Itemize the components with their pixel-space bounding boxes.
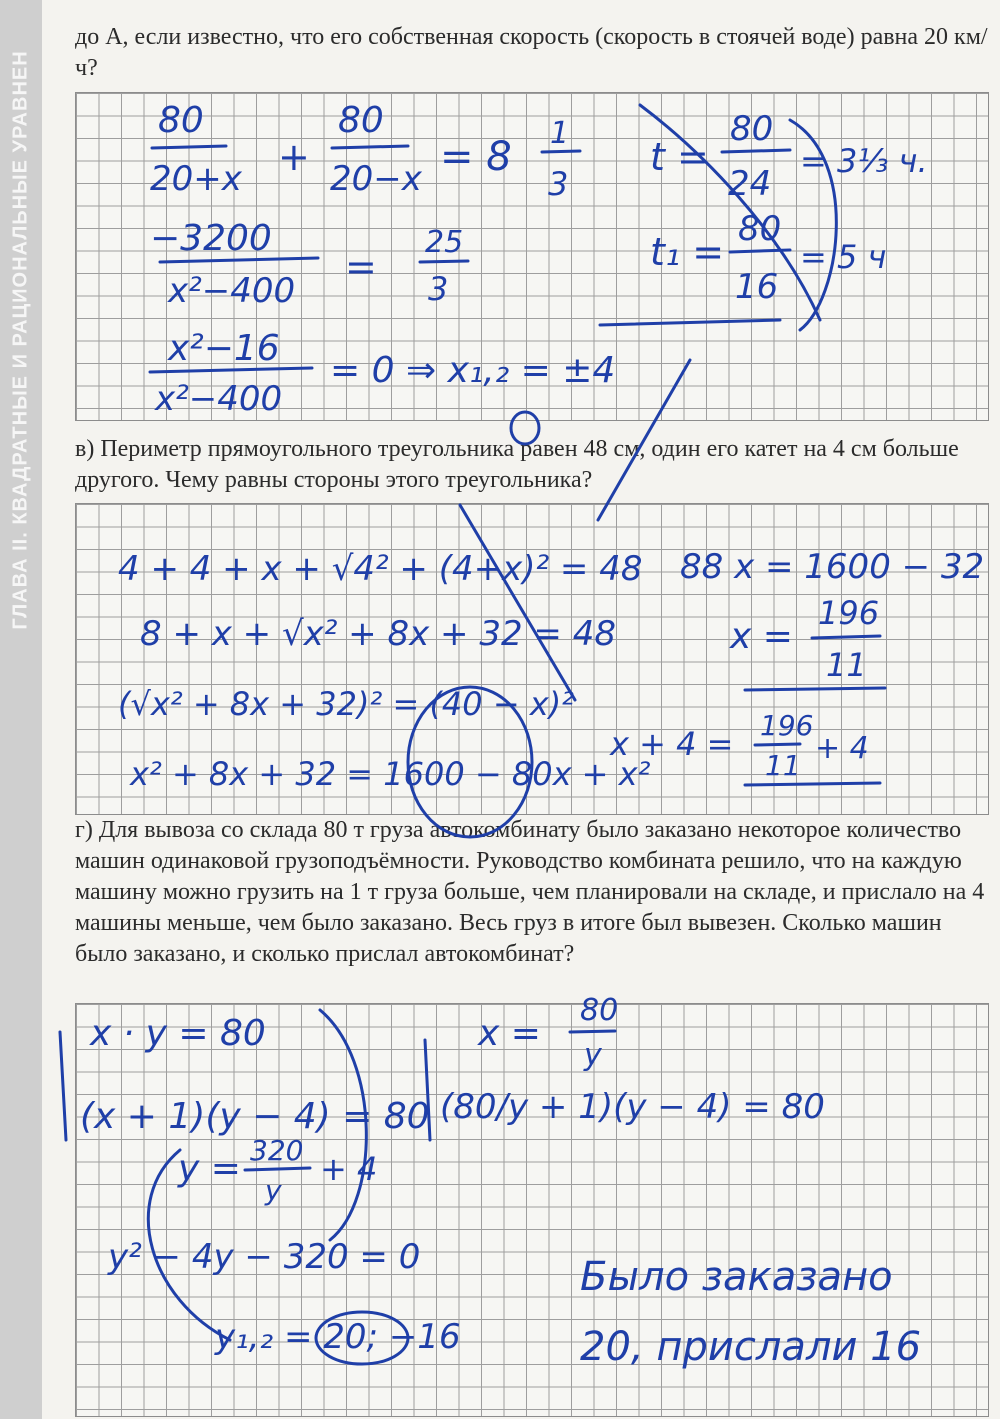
hw-b-eq0: = 0 ⇒ x₁,₂ = ±4 [330, 350, 616, 391]
hw-g-s7: y₁,₂ = 20; −16 [215, 1317, 461, 1357]
hw-g-s5-n: 320 [250, 1134, 304, 1167]
hw-g-answer1: Было заказано [580, 1254, 893, 1300]
hw-g-s5-tail: + 4 [320, 1150, 378, 1188]
hw-v-line1: 4 + 4 + x + √4² + (4+x)² = 48 [118, 549, 643, 589]
hw-v-r2-n: 196 [818, 594, 880, 632]
hw-b-n25: 25 [425, 225, 464, 260]
problem-g-text: г) Для вывоза со склада 80 т груза автокомбинату было заказано некоторое количество машин одинаковой грузоподъёмности. Руководство комбината решило, что на каждую машину можно грузить на 1 т груза больше, чем планировали на складе, и прислало на 4 машины меньше, чем было заказано. Весь груз в итоге был вывезен. Сколько машин было заказано, и сколько прислал автокомбинат? [75, 817, 985, 967]
hw-b-t1-n: 80 [738, 209, 782, 249]
hw-b-t-n: 80 [730, 109, 774, 149]
hw-g-s1: x · y = 80 [90, 1013, 266, 1054]
hw-b-n80b: 80 [338, 100, 384, 141]
hw-b-minus3200: −3200 [150, 218, 272, 259]
hw-b-plus: + [278, 135, 310, 179]
grid-area-b [75, 92, 989, 421]
grid-area-g [75, 1003, 989, 1417]
problem-v-text: в) Периметр прямоугольного треугольника равен 48 см, один его катет на 4 см больше другого. Чему равны стороны этого треугольника? [75, 436, 959, 493]
hw-b-num-x16: x²−16 [168, 328, 280, 369]
chapter-side-tab [0, 0, 42, 1419]
hw-v-r3-d: 11 [765, 749, 801, 782]
hw-v-r3-n: 196 [760, 709, 814, 742]
hw-b-eq: = [345, 245, 377, 289]
hw-b-t-d: 24 [728, 164, 772, 204]
hw-v-r3-plus: + 4 [815, 731, 869, 766]
hw-g-s5-d: y [265, 1174, 282, 1207]
hw-b-n1: 1 [550, 116, 570, 151]
hw-v-line4: x² + 8x + 32 = 1600 − 80x + x² [130, 755, 651, 793]
hw-g-s6: y² − 4y − 320 = 0 [108, 1237, 421, 1277]
hw-b-den1: x²−400 [168, 271, 296, 311]
grid-area-v [75, 503, 989, 815]
hw-b-d20px: 20+x [150, 159, 242, 199]
hw-v-line2: 8 + x + √x² + 8x + 32 = 48 [140, 614, 616, 654]
hw-b-t1: t₁ = [650, 230, 725, 274]
hw-g-s2: (x + 1)(y − 4) = 80 [80, 1096, 430, 1137]
hw-g-s3-d: y [584, 1038, 602, 1073]
hw-g-s5: y = [178, 1148, 241, 1189]
hw-b-t: t = [650, 135, 709, 179]
hw-b-n80a: 80 [158, 100, 204, 141]
hw-b-t1-res: = 5 ч [800, 238, 887, 276]
hw-b-t-res: = 3⅓ ч. [800, 142, 928, 180]
hw-b-d3b: 3 [428, 270, 449, 308]
hw-v-r2a: x = [730, 616, 793, 657]
problem-b-tail-text: до А, если известно, что его собственная скорость (скорость в стоячей воде) равна 20 км/ч? [75, 24, 988, 81]
hw-v-r1: 88 x = 1600 − 32 [680, 547, 985, 587]
hw-v-r2-d: 11 [826, 646, 867, 684]
hw-b-d3: 3 [548, 165, 569, 203]
hw-b-eq8: = 8 [440, 134, 512, 180]
chapter-title: ГЛАВА II. КВАДРАТНЫЕ И РАЦИОНАЛЬНЫЕ УРАВНЕН [9, 50, 32, 630]
hw-g-s3-n: 80 [580, 993, 619, 1028]
hw-v-r3a: x + 4 = [610, 725, 734, 763]
hw-g-s3: x = [478, 1013, 541, 1054]
hw-b-d20mx: 20−x [330, 159, 422, 199]
hw-b-t1-d: 16 [735, 267, 779, 307]
hw-v-line3: (√x² + 8x + 32)² = (40 − x)² [118, 685, 575, 723]
hw-g-s4: (80/y + 1)(y − 4) = 80 [440, 1087, 825, 1127]
hw-g-answer2: 20, прислали 16 [580, 1324, 922, 1370]
hw-b-den-x400: x²−400 [155, 379, 283, 419]
